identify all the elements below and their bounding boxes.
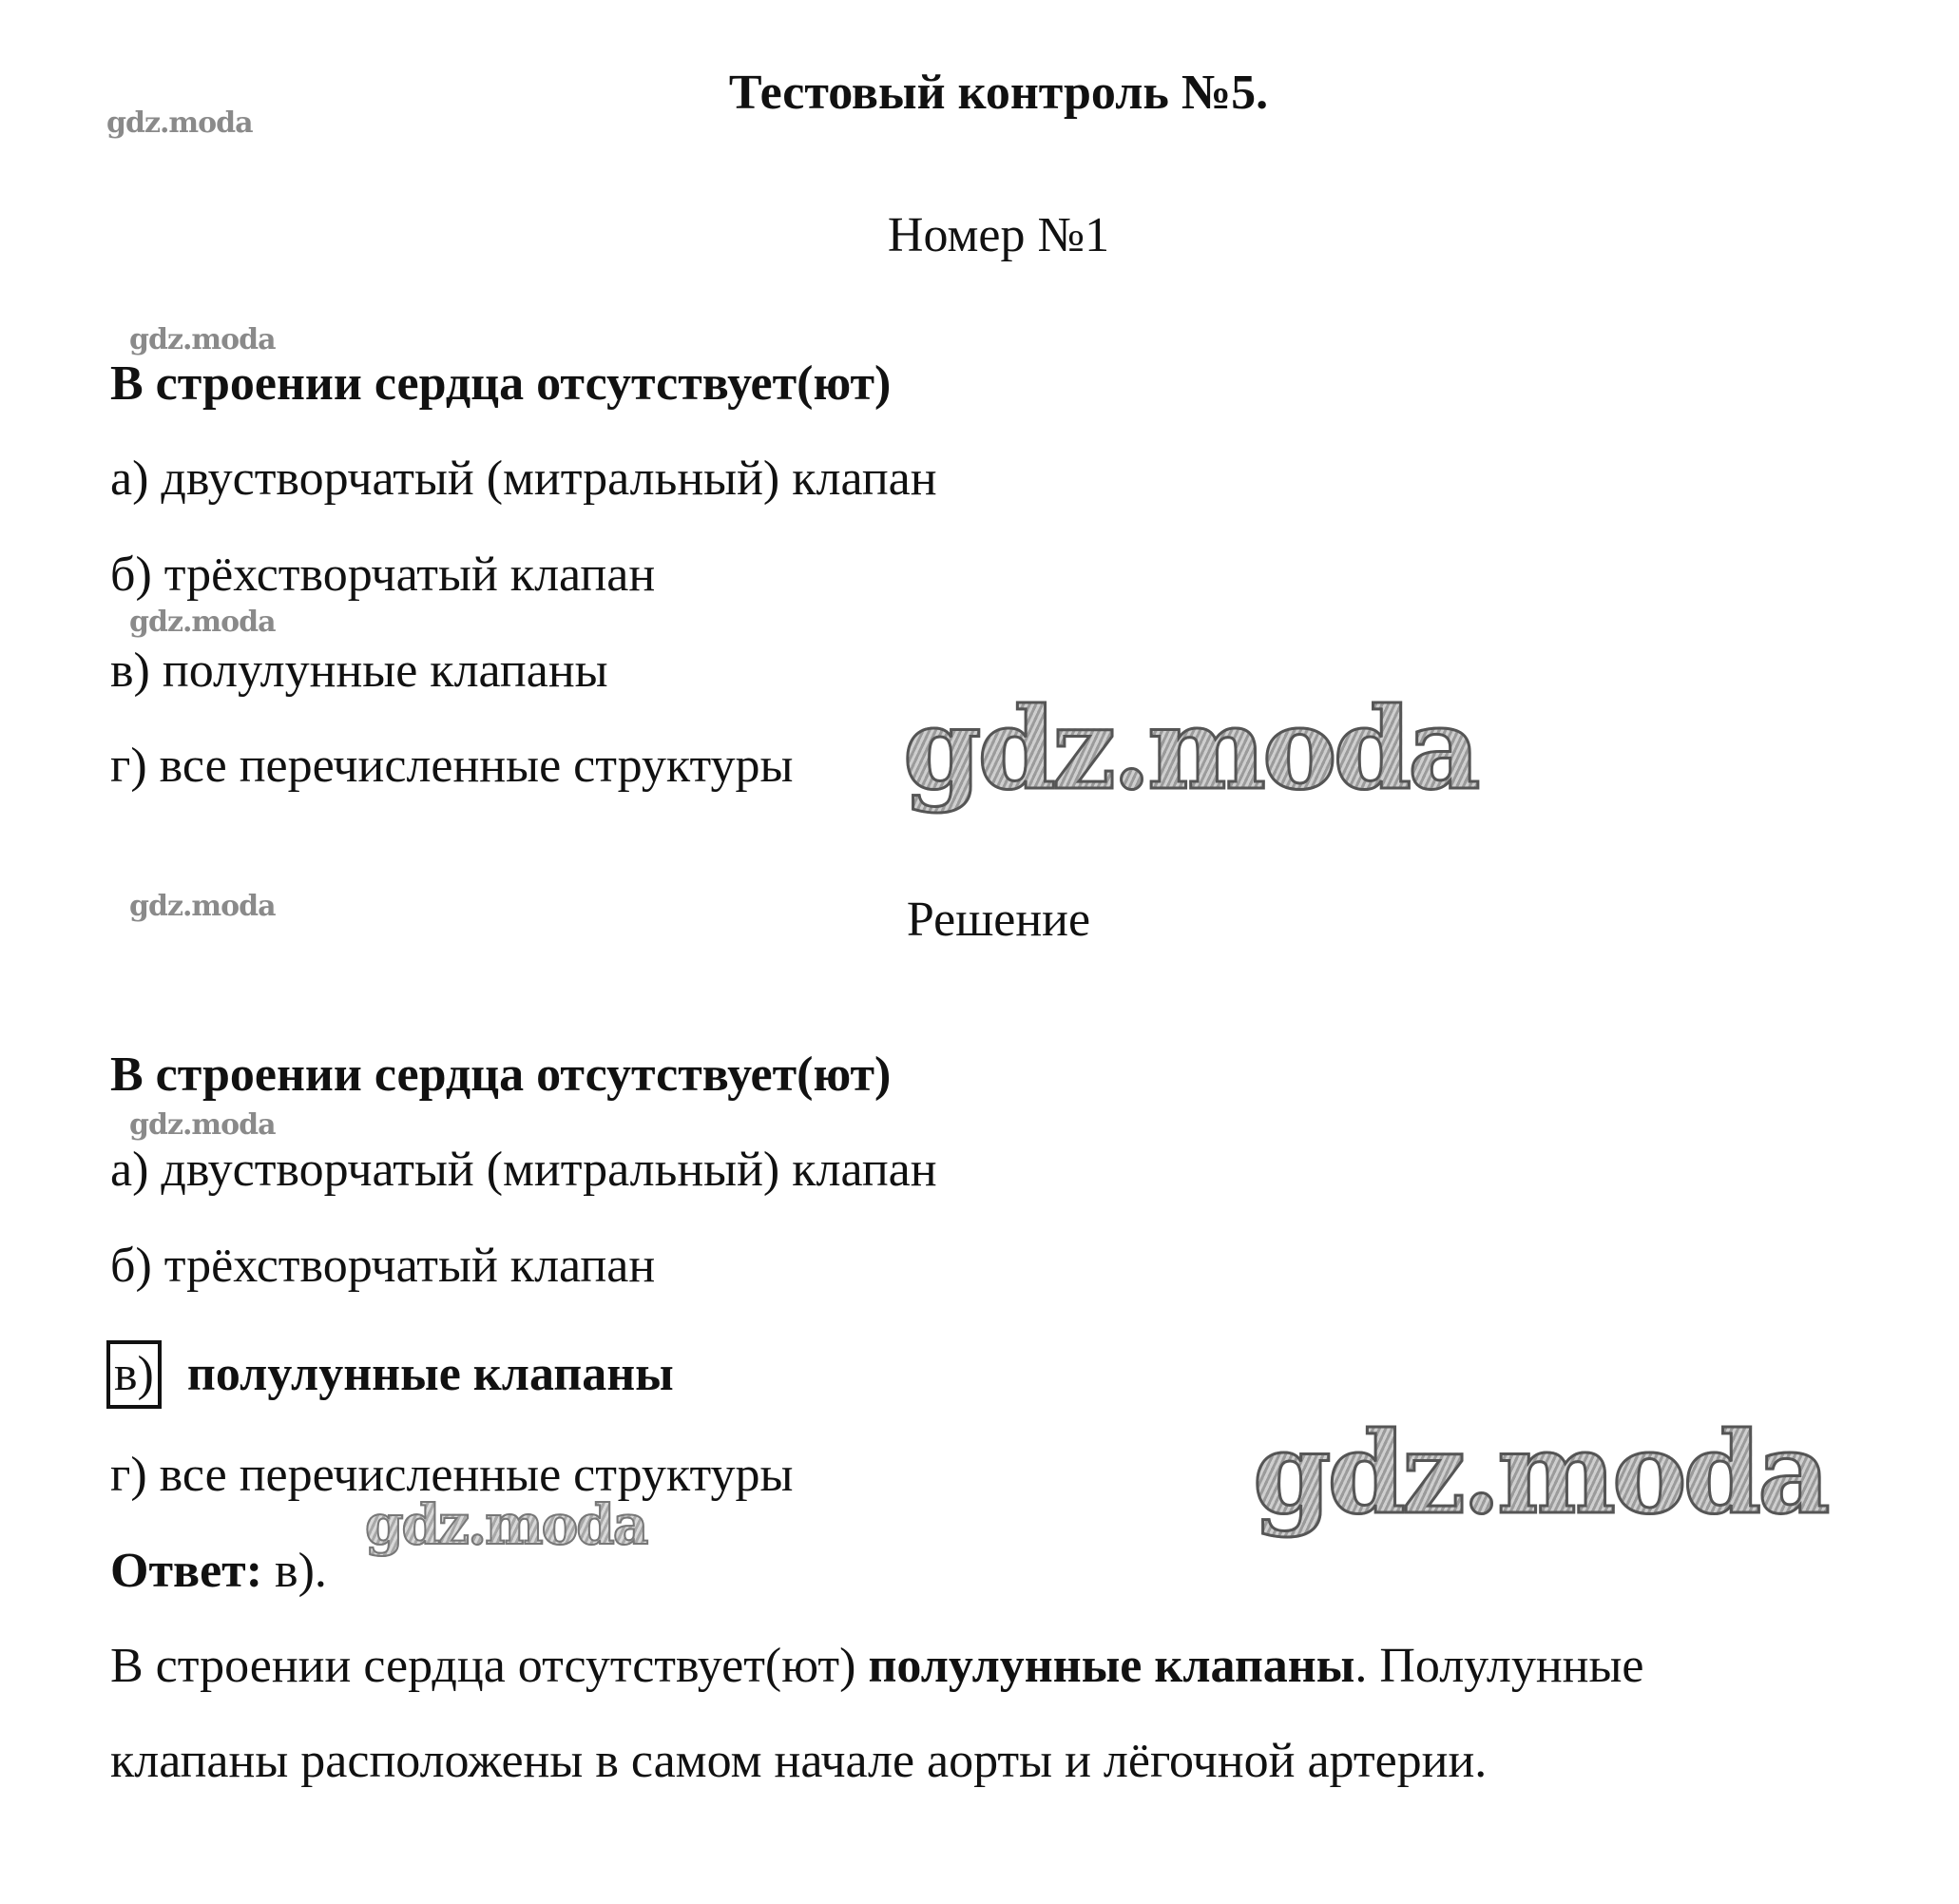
watermark: gdz.moda <box>129 606 276 639</box>
watermark: gdz.moda <box>106 106 253 140</box>
selected-letter-box: в) <box>106 1340 162 1409</box>
explanation-line-2: клапаны расположены в самом начале аорты и лёгочной артерии. <box>110 1734 1488 1788</box>
explanation-line-1 <box>110 1638 1644 1695</box>
page-title: Тестовый контроль №5. <box>728 66 1269 120</box>
question-option-c: в) полулунные клапаны <box>110 644 608 698</box>
question-stem: В строении сердца отсутствует(ют) <box>110 356 892 411</box>
number-heading: Номер №1 <box>887 208 1110 262</box>
question-option-b: б) трёхстворчатый клапан <box>110 548 656 602</box>
watermark-medium: gdz.moda <box>365 1492 647 1557</box>
solution-option-selected <box>110 1340 674 1409</box>
question-option-a: а) двустворчатый (митральный) клапан <box>110 452 937 506</box>
answer-value: в). <box>275 1544 327 1598</box>
explanation-text: . Полулунные <box>1354 1639 1644 1693</box>
watermark: gdz.moda <box>129 323 276 356</box>
explanation-text: В строении сердца отсутствует(ют) <box>110 1639 869 1693</box>
selected-option-text: полулунные клапаны <box>186 1347 674 1401</box>
explanation-bold: полулунные клапаны <box>868 1639 1355 1693</box>
watermark-large: gdz.moda <box>903 683 1477 815</box>
solution-stem: В строении сердца отсутствует(ют) <box>110 1048 892 1102</box>
solution-option-a: а) двустворчатый (митральный) клапан <box>110 1143 937 1197</box>
question-option-d: г) все перечисленные структуры <box>110 739 794 793</box>
solution-option-b: б) трёхстворчатый клапан <box>110 1239 656 1293</box>
answer-label: Ответ: <box>110 1544 263 1598</box>
watermark-large: gdz.moda <box>1253 1407 1827 1539</box>
solution-option-d: г) все перечисленные структуры <box>110 1448 794 1502</box>
watermark: gdz.moda <box>129 1108 276 1142</box>
answer-line <box>110 1543 327 1600</box>
watermark: gdz.moda <box>129 890 276 923</box>
solution-heading: Решение <box>906 893 1091 947</box>
